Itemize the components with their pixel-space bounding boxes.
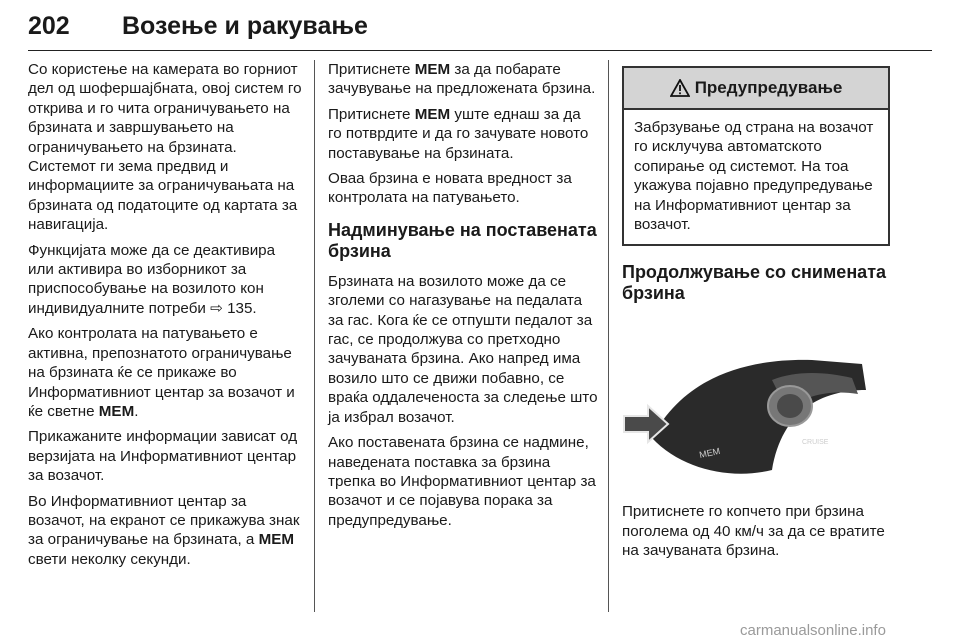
- page-ref-link[interactable]: 135.: [227, 299, 257, 317]
- paragraph-text: за да побарате зачувување на предложената брзина.: [328, 61, 596, 98]
- column-middle: [328, 60, 598, 536]
- column-right: [622, 66, 890, 567]
- warning-header: [624, 68, 888, 110]
- cruise-image-label: CRUISE: [802, 439, 829, 447]
- paragraph: Прикажаните информации зависат од верзијата на Информативниот центар за возачот.: [28, 428, 298, 485]
- mem-label: MEM: [414, 61, 451, 78]
- paragraph: Оваа брзина е новата вредност за контролата на патувањето.: [328, 170, 572, 207]
- cruise-stalk-image: [622, 320, 890, 492]
- watermark: carmanualsonline.info: [740, 622, 886, 639]
- mem-label: MEM: [98, 402, 135, 420]
- paragraph: [28, 241, 304, 319]
- paragraph-text: .: [134, 402, 139, 420]
- section-heading: Надминување на поставената брзина: [328, 219, 597, 261]
- warning-triangle-icon: [670, 79, 690, 97]
- paragraph-text: Притиснете: [328, 105, 411, 123]
- page-ref-arrow-icon: ⇨: [210, 299, 223, 317]
- mem-label: MEM: [258, 531, 295, 549]
- stalk-illustration: [622, 320, 890, 492]
- paragraph: [28, 324, 304, 421]
- paragraph: [328, 60, 598, 99]
- paragraph: Брзината на возилото може да се зголеми со нагазување на педалата за гас. Кога ќе се отпушти педалот за гас, се продолжува со претходно зачуваната брзина. Ако напред има возило што се движи побавно, се враќа оддалеченоста за следење што ја избрал возачот.: [328, 272, 598, 426]
- paragraph-text: Ако контролата на патувањето е активна, препознатото ограничување на брзината ќе се прикаже во Информативниот центар за возачот и ќе светне: [28, 325, 295, 420]
- page-header: [28, 6, 932, 51]
- section-heading: Продолжување со снимената брзина: [622, 262, 887, 304]
- warning-text: Забрзување од страна на возачот го исклучува автоматското сопирање од системот. На тоа укажува појавно предупредување на Информативниот центар за возачот.: [634, 119, 874, 234]
- column-left: [28, 60, 304, 575]
- paragraph: [328, 105, 598, 163]
- paragraph: Ако поставената брзина се надмине, наведената поставка за брзина трепка во Информативниот центар за возачот и се појавува порака за предупредување.: [328, 434, 596, 529]
- mem-label: MEM: [414, 105, 451, 123]
- paragraph: Со користење на камерата во горниот дел од шофершајбната, овој систем го открива и го чита ограничувањето на брзината и завршувањето на ограничувањето на брзината. Системот ги зема предвид и информациите за ограничувањата на брзината од податоците од картата за навигација.: [28, 61, 302, 234]
- page-number: 202: [28, 12, 70, 40]
- paragraph-text: Функцијата може да се деактивира или активира во изборникот за приспособување на возилото кон индивидуалните потреби: [28, 241, 276, 317]
- paragraph-text: свети неколку секунди.: [28, 550, 191, 568]
- paragraph: Притиснете го копчето при брзина поголема од 40 км/ч за да се вратите на зачуваната брзина.: [622, 503, 885, 560]
- paragraph: [28, 492, 304, 570]
- warning-title: Предупредување: [694, 78, 843, 98]
- warning-box: [622, 66, 890, 246]
- paragraph-text: уште еднаш за да го потврдите и да го зачувате новото поставување на брзината.: [328, 105, 589, 162]
- page-title: Возење и ракување: [122, 12, 368, 40]
- mem-image-label: MEM: [698, 446, 721, 461]
- paragraph-text: Во Информативниот центар за возачот, на екранот се прикажува знак за ограничување на брзината, а: [28, 492, 300, 549]
- paragraph-text: Притиснете: [328, 61, 411, 78]
- column-divider: [608, 60, 609, 612]
- column-divider: [314, 60, 315, 612]
